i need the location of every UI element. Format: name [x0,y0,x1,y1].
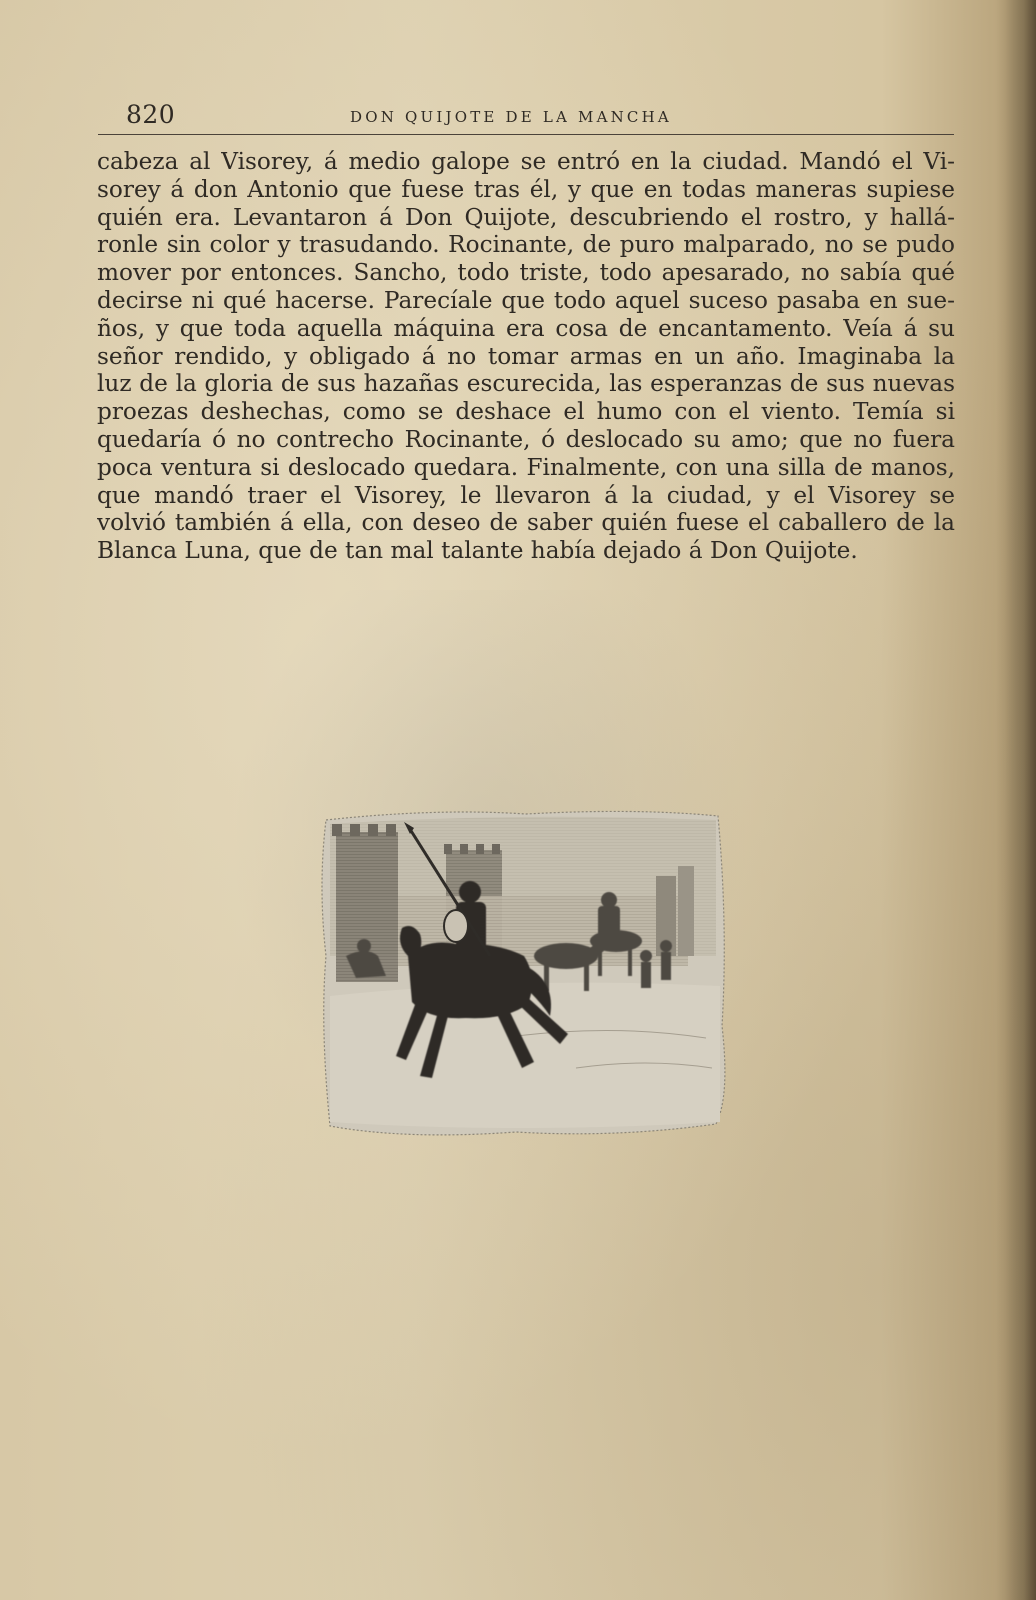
running-title: DON QUIJOTE DE LA MANCHA [350,108,672,126]
body-text [97,148,955,565]
engraving-knight-on-horseback-before-castle-icon [316,806,732,1142]
header-rule [98,134,954,136]
text-line: cabeza al Visorey, á medio galope se entró en la ciudad. Mandó el Vi- [97,148,955,175]
text-line: poca ventura si deslocado quedara. Finalmente, con una silla de manos, [97,453,955,481]
text-line: decirse ni qué hacerse. Parecíale que todo aquel suceso pasaba en sue- [97,286,955,314]
text-line: ños, y que toda aquella máquina era cosa de encantamento. Veía á su [97,314,955,342]
text-line: quién era. Levantaron á Don Quijote, descubriendo el rostro, y hallá- [97,203,955,231]
text-line: señor rendido, y obligado á no tomar armas en un año. Imaginaba la [97,342,955,370]
text-line: quedaría ó no contrecho Rocinante, ó deslocado su amo; que no fuera [97,425,955,453]
text-line: volvió también á ella, con deseo de saber quién fuese el caballero de la [97,509,955,537]
page-number: 820 [126,100,176,129]
text-line: mover por entonces. Sancho, todo triste, todo apesarado, no sabía qué [97,259,955,287]
text-line: sorey á don Antonio que fuese tras él, y que en todas maneras supiese [97,175,955,203]
text-line: luz de la gloria de sus hazañas escurecida, las esperanzas de sus nuevas [97,370,955,398]
text-line: ronle sin color y trasudando. Rocinante, de puro malparado, no se pudo [97,231,955,259]
page-header [98,100,954,140]
text-line: Blanca Luna, que de tan mal talante había dejado á Don Quijote. [97,537,858,565]
text-line: proezas deshechas, como se deshace el humo con el viento. Temía si [97,398,955,426]
page-edge-shadow [996,0,1036,1600]
text-line: que mandó traer el Visorey, le llevaron á la ciudad, y el Visorey se [97,481,955,509]
